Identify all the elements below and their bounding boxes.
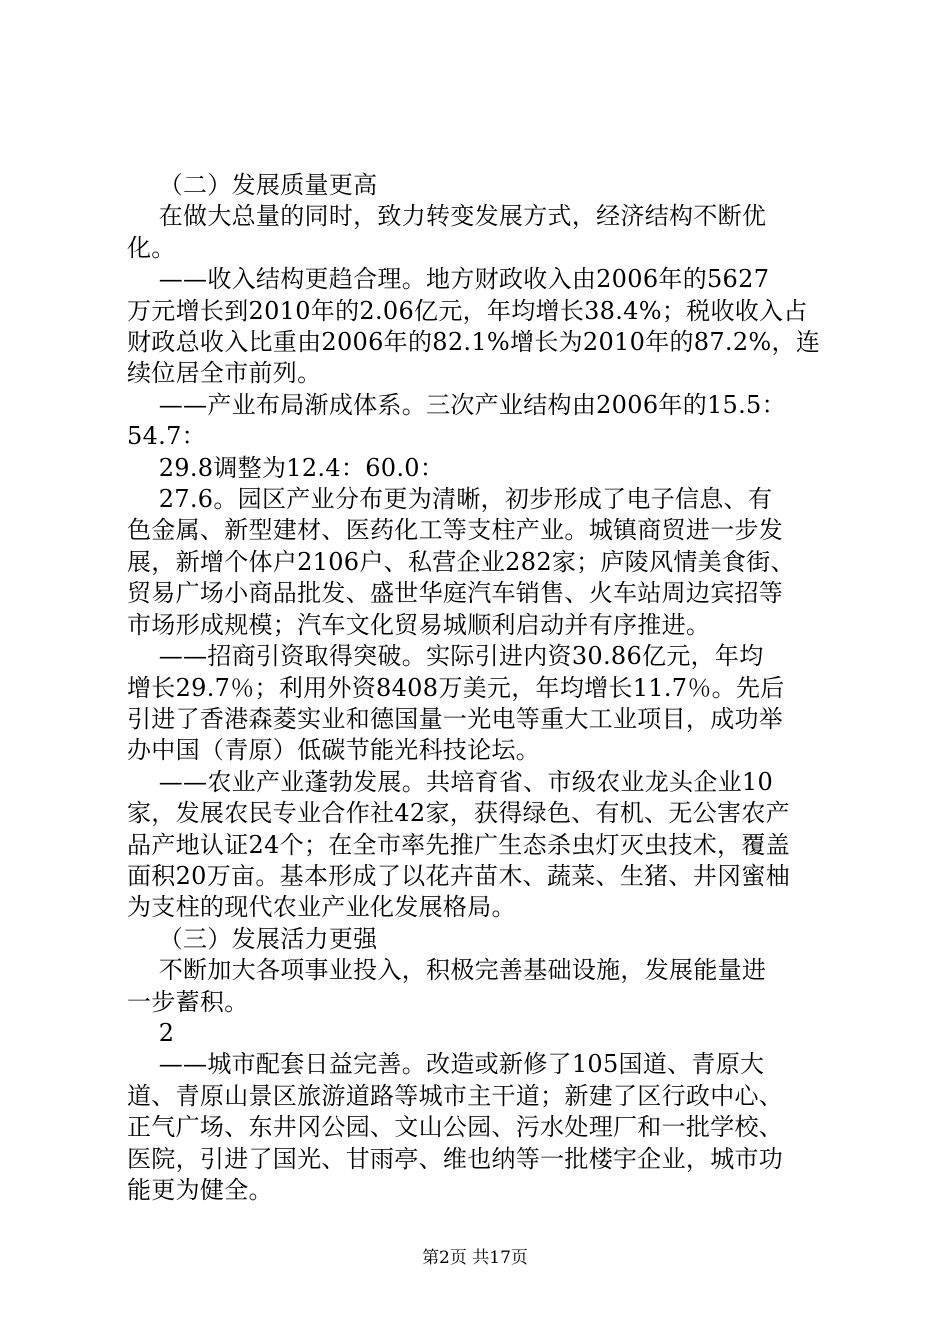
text-line: ——招商引资取得突破。实际引进内资30.86亿元，年均 xyxy=(127,642,764,671)
text-line: 一步蓄积。 xyxy=(127,987,249,1016)
text-line: 为支柱的现代农业产业化发展格局。 xyxy=(127,893,516,922)
text-line: 不断加大各项事业投入，积极完善基础设施，发展能量进 xyxy=(127,956,767,985)
text-line: 27.6。园区产业分布更为清晰，初步形成了电子信息、有 xyxy=(127,485,773,514)
text-line: 增长29.7％；利用外资8408万美元，年均增长11.7％。先后 xyxy=(127,673,785,702)
text-line: 家，发展农民专业合作社42家，获得绿色、有机、无公害农产 xyxy=(127,799,790,828)
text-line: ——收入结构更趋合理。地方财政收入由2006年的5627 xyxy=(127,265,770,294)
text-line: 品产地认证24个；在全市率先推广生态杀虫灯灭虫技术，覆盖 xyxy=(127,830,790,859)
text-line: 能更为健全。 xyxy=(127,1176,273,1204)
text-line: ——城市配套日益完善。改造或新修了105国道、青原大 xyxy=(127,1050,765,1079)
text-line: 续位居全市前列。 xyxy=(127,359,322,388)
text-line: 面积20万亩。基本形成了以花卉苗木、蔬菜、生猪、井冈蜜柚 xyxy=(127,861,790,890)
text-line: 引进了香港森菱实业和德国量一光电等重大工业项目，成功举 xyxy=(127,704,784,733)
text-line: ——产业布局渐成体系。三次产业结构由2006年的15.5： xyxy=(127,390,786,419)
text-line: （二）发展质量更高 xyxy=(127,171,378,199)
text-line: （三）发展活力更强 xyxy=(127,924,378,953)
text-line: 市场形成规模；汽车文化贸易城顺利启动并有序推进。 xyxy=(127,610,711,639)
text-line: 54.7： xyxy=(127,422,206,451)
text-line: 展，新增个体户2106户、私营企业282家；庐陵风情美食街、 xyxy=(127,547,795,576)
text-line: 正气广场、东井冈公园、文山公园、污水处理厂和一批学校、 xyxy=(127,1113,784,1142)
text-line: 道、青原山景区旅游道路等城市主干道；新建了区行政中心、 xyxy=(127,1081,784,1110)
text-line: 色金属、新型建材、医药化工等支柱产业。城镇商贸进一步发 xyxy=(127,516,784,545)
text-line: 2 xyxy=(127,1018,175,1047)
text-line: 贸易广场小商品批发、盛世华庭汽车销售、火车站周边宾招等 xyxy=(127,579,784,608)
text-line: 财政总收入比重由2006年的82.1%增长为2010年的87.2%，连 xyxy=(127,328,821,357)
text-line: 化。 xyxy=(127,233,176,262)
text-line: 在做大总量的同时，致力转变发展方式，经济结构不断优 xyxy=(127,202,767,231)
body-text xyxy=(127,170,830,1206)
text-line: 29.8调整为12.4：60.0： xyxy=(127,453,445,482)
text-line: 万元增长到2010年的2.06亿元，年均增长38.4%；税收收入占 xyxy=(127,296,808,325)
text-line: 医院，引进了国光、甘雨亭、维也纳等一批楼宇企业，城市功 xyxy=(127,1144,784,1173)
page-footer: 第2页 共17页 xyxy=(422,1248,528,1268)
text-line: ——农业产业蓬勃发展。共培育省、市级农业龙头企业10 xyxy=(127,767,774,796)
text-line: 办中国（青原）低碳节能光科技论坛。 xyxy=(127,736,541,765)
